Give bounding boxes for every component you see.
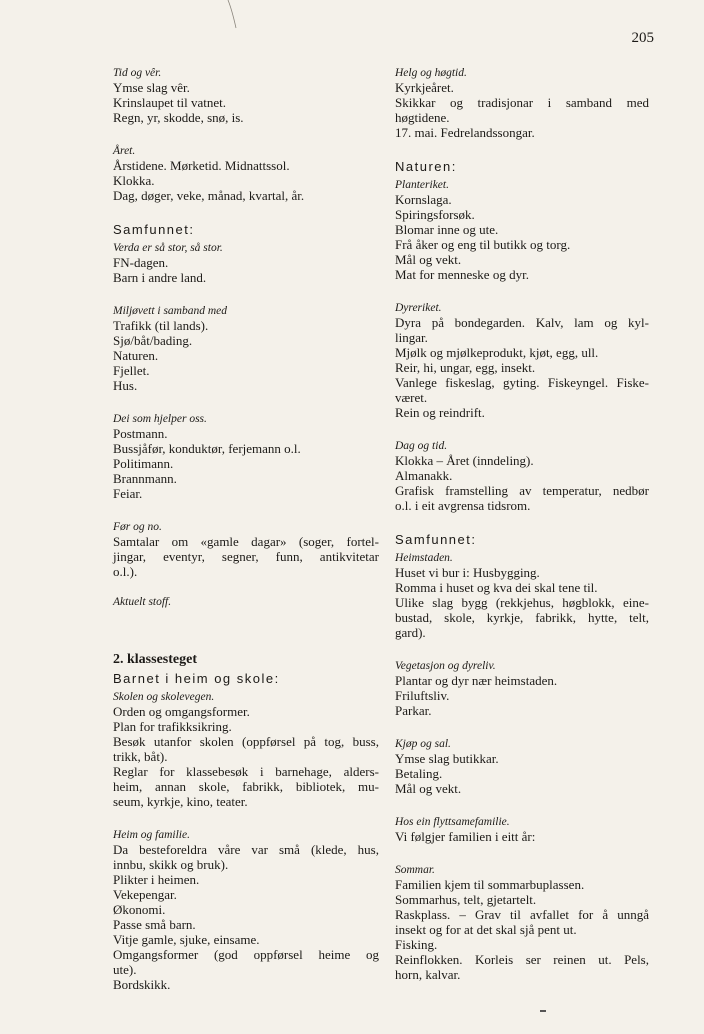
text-line: o.l. i eit avgrensa tidsrom. (395, 498, 531, 513)
text-line: Mat for menneske og dyr. (395, 267, 529, 282)
heading-2-klassesteget: 2. klassesteget (113, 652, 197, 667)
text-line: Kyrkjeåret. (395, 80, 454, 95)
section-kjop-og-sal (395, 737, 649, 796)
text-line: Reglar for klassebesøk i barnehage, alders- (113, 764, 379, 779)
text-line: Almanakk. (395, 468, 453, 483)
section-title: Tid og vêr. (113, 67, 162, 79)
section-title: Dag og tid. (395, 440, 448, 452)
section-planteriket (395, 178, 649, 282)
text-line: horn, kalvar. (395, 967, 461, 982)
section-heimstaden (395, 551, 649, 640)
text-line: Ymse slag butikkar. (395, 751, 499, 766)
text-line: Årstidene. Mørketid. Midnattssol. (113, 158, 290, 173)
section-dag-og-tid (395, 439, 649, 513)
text-line: heim, annan skole, fabrikk, bibliotek, mu- (113, 779, 379, 794)
section-sommar (395, 863, 649, 982)
section-title: Miljøvett i samband med (113, 305, 228, 317)
aktuelt-stoff: Aktuelt stoff. (113, 596, 172, 608)
section-title: Helg og høgtid. (395, 67, 467, 79)
text-line: Dag, døger, veke, månad, kvartal, år. (113, 188, 305, 203)
text-line: Spiringsforsøk. (395, 207, 475, 222)
text-line: Plan for trafikksikring. (113, 719, 232, 734)
text-line: ute). (113, 962, 137, 977)
text-line: Mål og vekt. (395, 252, 462, 267)
section-title: Året. (113, 145, 136, 157)
right-column (395, 66, 649, 982)
text-line: Raskplass. – Grav til avfallet for å unngå (395, 907, 649, 922)
text-line: Økonomi. (113, 902, 166, 917)
text-line: Romma i huset og kva dei skal tene til. (395, 580, 598, 595)
text-line: Reir, hi, ungar, egg, insekt. (395, 360, 536, 375)
text-line: Ulike slag bygg (rekkjehus, høgblokk, eine- (395, 595, 649, 610)
text-line: Plikter i heimen. (113, 872, 200, 887)
text-line: 17. mai. Fedrelandssongar. (395, 125, 535, 140)
text-line: Da besteforeldra våre var små (klede, hus, (113, 842, 379, 857)
text-line: Vitje gamle, sjuke, einsame. (113, 932, 260, 947)
section-aret (113, 144, 379, 203)
text-line: Klokka. (113, 173, 155, 188)
section-title: Heimstaden. (395, 552, 453, 564)
section-title: Sommar. (395, 864, 435, 876)
section-title: Verda er så stor, så stor. (113, 242, 223, 254)
text-line: insekt og for at det skal sjå pent ut. (395, 922, 577, 937)
text-line: lingar. (395, 330, 428, 345)
left-column (113, 66, 379, 992)
text-line: Regn, yr, skodde, snø, is. (113, 110, 244, 125)
text-line: FN-dagen. (113, 255, 169, 270)
section-title: Før og no. (113, 521, 162, 533)
text-line: Naturen. (113, 348, 159, 363)
heading-barnet: Barnet i heim og skole: (113, 671, 280, 686)
text-line: Orden og omgangsformer. (113, 704, 250, 719)
text-line: Feiar. (113, 486, 143, 501)
page-number: 205 (631, 30, 654, 46)
text-line: Krinslaupet til vatnet. (113, 95, 227, 110)
text-line: Betaling. (395, 766, 443, 781)
text-line: Familien kjem til sommarbuplassen. (395, 877, 585, 892)
text-line: Samtalar om «gamle dagar» (soger, fortel- (113, 534, 379, 549)
section-title: Dyreriket. (395, 302, 442, 314)
section-title: Hos ein flyttsamefamilie. (395, 816, 510, 828)
section-heim-og-familie (113, 828, 379, 992)
text-line: Fisking. (395, 937, 438, 952)
text-line: været. (395, 390, 428, 405)
text-line: Sjø/båt/bading. (113, 333, 193, 348)
text-line: Passe små barn. (113, 917, 196, 932)
text-line: Rein og reindrift. (395, 405, 485, 420)
text-line: Parkar. (395, 703, 432, 718)
text-line: trikk, båt). (113, 749, 168, 764)
section-helg-og-hogtid (395, 66, 649, 140)
section-dei-som-hjelper (113, 412, 379, 501)
text-line: høgtidene. (395, 110, 450, 125)
section-title: Planteriket. (395, 179, 449, 191)
text-line: Hus. (113, 378, 138, 393)
section-skolen (113, 690, 379, 809)
section-title: Skolen og skolevegen. (113, 691, 215, 703)
text-line: jingar, eventyr, segner, funn, antikvitetar (113, 549, 379, 564)
text-line: Bordskikk. (113, 977, 171, 992)
heading-naturen: Naturen: (395, 159, 457, 174)
section-title: Vegetasjon og dyreliv. (395, 660, 496, 672)
text-line: Reinflokken. Korleis ser reinen ut. Pels, (395, 952, 649, 967)
text-line: Plantar og dyr nær heimstaden. (395, 673, 558, 688)
text-line: gard). (395, 625, 426, 640)
text-line: Mål og vekt. (395, 781, 462, 796)
text-line: Barn i andre land. (113, 270, 207, 285)
section-tid-og-ver (113, 66, 379, 125)
text-line: innbu, skikk og bruk). (113, 857, 229, 872)
text-line: Omgangsformer (god oppførsel heime og (113, 947, 379, 962)
text-line: Dyra på bondegarden. Kalv, lam og kyl- (395, 315, 649, 330)
text-line: Besøk utanfor skolen (oppførsel på tog, buss, (113, 734, 379, 749)
text-line: Blomar inne og ute. (395, 222, 499, 237)
text-line: Sommarhus, telt, gjetartelt. (395, 892, 537, 907)
text-line: Ymse slag vêr. (113, 80, 190, 95)
section-flyttsamefamilie (395, 815, 649, 844)
text-line: Klokka – Året (inndeling). (395, 453, 534, 468)
text-line: Trafikk (til lands). (113, 318, 209, 333)
text-line: Fjellet. (113, 363, 150, 378)
heading-samfunnet-right: Samfunnet: (395, 532, 477, 547)
text-line: Politimann. (113, 456, 174, 471)
text-line: Brannmann. (113, 471, 177, 486)
text-line: Postmann. (113, 426, 168, 441)
section-verda (113, 241, 379, 285)
section-vegetasjon (395, 659, 649, 718)
section-dyreriket (395, 301, 649, 420)
footer-mark (540, 1010, 546, 1012)
text-line: Huset vi bur i: Husbygging. (395, 565, 540, 580)
text-line: Vi følgjer familien i eitt år: (395, 829, 536, 844)
text-line: Mjølk og mjølkeprodukt, kjøt, egg, ull. (395, 345, 599, 360)
section-title: Dei som hjelper oss. (113, 413, 207, 425)
section-miljovett (113, 304, 379, 393)
text-line: Friluftsliv. (395, 688, 450, 703)
text-line: Kornslaga. (395, 192, 452, 207)
section-for-og-no (113, 520, 379, 579)
text-line: Grafisk framstelling av temperatur, nedbør (395, 483, 649, 498)
heading-samfunnet: Samfunnet: (113, 222, 195, 237)
text-line: Bussjåfør, konduktør, ferjemann o.l. (113, 441, 301, 456)
text-line: bustad, skole, kyrkje, fabrikk, hytte, telt, (395, 610, 649, 625)
section-title: Kjøp og sal. (395, 738, 451, 750)
text-line: seum, kyrkje, kino, teater. (113, 794, 248, 809)
text-line: o.l.). (113, 564, 138, 579)
section-title: Heim og familie. (113, 829, 190, 841)
text-line: Vanlege fiskeslag, gyting. Fiskeyngel. Fiske- (395, 375, 649, 390)
text-line: Frå åker og eng til butikk og torg. (395, 237, 571, 252)
text-line: Skikkar og tradisjonar i samband med (395, 95, 649, 110)
text-line: Vekepengar. (113, 887, 177, 902)
